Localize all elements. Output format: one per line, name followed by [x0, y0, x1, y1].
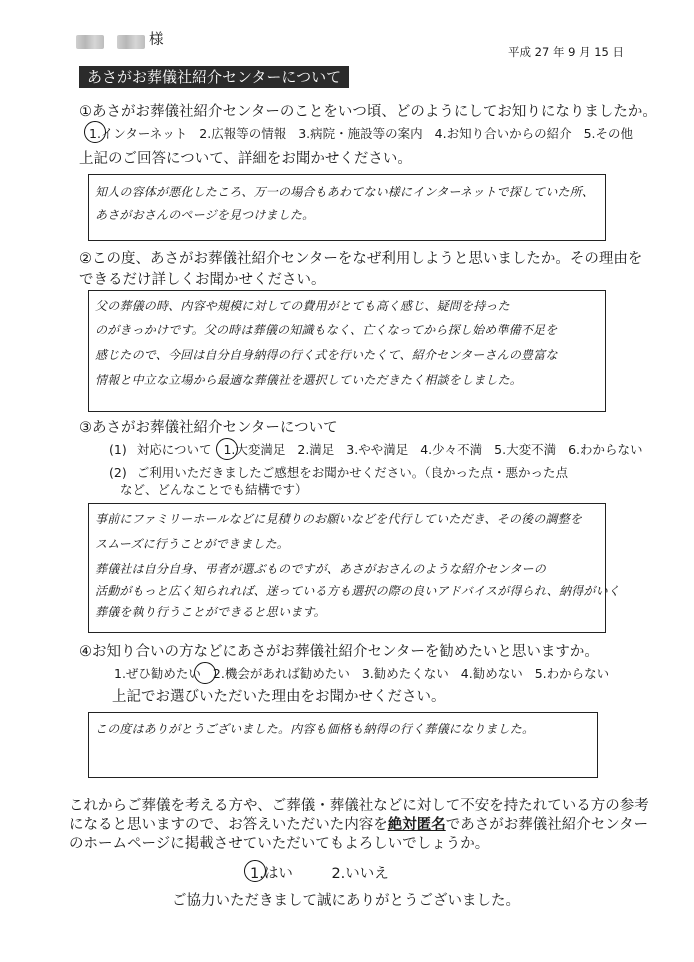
q1-question: ①あさがお葬儀社紹介センターのことをいつ頃、どのようにしてお知りになりましたか。	[79, 104, 657, 120]
closing-line2	[69, 816, 648, 834]
q1-option-1[interactable]: 1.インターネット	[89, 126, 188, 141]
q1-answer-box[interactable]	[88, 174, 606, 241]
q4-option-2[interactable]: 2.機会があれば勧めたい	[212, 666, 350, 681]
q2-question-line1: ②この度、あさがお葬儀社紹介センターをなぜ利用しようと思いましたか。その理由を	[79, 251, 643, 267]
q4-answer-box[interactable]	[88, 712, 598, 778]
q3-sub1-label: (1)	[109, 442, 127, 457]
q4-question: ④お知り合いの方などにあさがお葬儀社紹介センターを勧めたいと思いますか。	[79, 644, 599, 660]
q3-option-6[interactable]: 6.わからない	[568, 442, 643, 457]
q3-selected-circle	[216, 438, 238, 460]
q1-option-4[interactable]: 4.お知り合いからの紹介	[434, 126, 572, 141]
q4-selected-circle	[194, 662, 216, 684]
q2-answer-line: のがきっかけです。父の時は葬儀の知識もなく、亡くなってから探し始め準備不足を	[95, 323, 558, 337]
q3-sub2-label: (2)	[109, 465, 127, 480]
q1-selected-circle	[84, 121, 106, 143]
q3-answer-box[interactable]	[88, 503, 620, 633]
q4-option-5[interactable]: 5.わからない	[534, 666, 610, 681]
redaction-block	[76, 35, 104, 49]
q1-option-3[interactable]: 3.病院・施設等の案内	[298, 126, 423, 141]
closing-line3: のホームページに掲載させていただいてもよろしいでしょうか。	[69, 836, 490, 852]
q3-option-5[interactable]: 5.大変不満	[494, 442, 557, 457]
form-date: 平成 27 年 9 月 15 日	[508, 45, 625, 59]
q3-sub1-text: 対応について	[136, 442, 212, 457]
q3-option-1[interactable]: 1.大変満足	[223, 442, 286, 457]
consent-option-no[interactable]: 2.いいえ	[331, 866, 389, 882]
closing-line2-post: であさがお葬儀社紹介センター	[445, 817, 649, 833]
recipient-suffix: 様	[149, 32, 164, 48]
q3-option-2[interactable]: 2.満足	[297, 442, 335, 457]
q3-sub1	[109, 442, 643, 458]
q1-option-5[interactable]: 5.その他	[583, 126, 633, 141]
q4-option-3[interactable]: 3.勧めたくない	[361, 666, 449, 681]
q3-answer-line: 事前にファミリーホールなどに見積りのお願いなどを代行していただき、その後の調整を	[95, 512, 583, 526]
q3-sub2-line1: ご利用いただきましたご感想をお聞かせください。（良かった点・悪かった点	[136, 465, 568, 480]
closing-line1: これからご葬儀を考える方や、ご葬儀・葬儀社などに対して不安を持たれている方の参考	[69, 798, 649, 814]
consent-selected-circle	[244, 860, 266, 882]
q3-answer-line: 葬儀を執り行うことができると思います。	[95, 605, 326, 619]
q3-option-4[interactable]: 4.少々不満	[420, 442, 483, 457]
q2-answer-line: 父の葬儀の時、内容や規模に対しての費用がとても高く感じ、疑問を持った	[95, 299, 510, 313]
q3-answer-line: 葬儀社は自分自身、弔者が選ぶものですが、あさがおさんのような紹介センターの	[95, 562, 546, 576]
q2-answer-box[interactable]	[88, 290, 606, 412]
closing-line2-pre: になると思いますので、お答えいただいた内容を	[69, 817, 388, 833]
q3-answer-line: 活動がもっと広く知られれば、迷っている方も選択の際の良いアドバイスが得られ、納得がいく	[95, 584, 620, 598]
anonymous-emphasis: 絶対匿名	[387, 817, 446, 833]
q2-question-line2: できるだけ詳しくお聞かせください。	[79, 272, 326, 288]
q1-answer-line: あさがおさんのページを見つけました。	[95, 208, 315, 222]
q1-detail-prompt: 上記のご回答について、詳細をお聞かせください。	[79, 151, 412, 167]
q3-option-3[interactable]: 3.やや満足	[346, 442, 409, 457]
q3-sub2	[109, 465, 568, 481]
redaction-block	[117, 35, 145, 49]
q4-detail-prompt: 上記でお選びいただいた理由をお聞かせください。	[112, 689, 446, 705]
q4-options	[114, 666, 609, 682]
q4-option-1[interactable]: 1.ぜひ勧めたい	[114, 666, 201, 681]
q4-option-4[interactable]: 4.勧めない	[460, 666, 523, 681]
q4-answer-line: この度はありがとうございました。内容も価格も納得の行く葬儀になりました。	[95, 722, 535, 736]
page-title: あさがお葬儀社紹介センターについて	[79, 66, 349, 88]
consent-option-yes[interactable]: 1.はい	[250, 866, 293, 882]
q1-options	[89, 126, 633, 142]
q2-answer-line: 情報と中立な立場から最適な葬儀社を選択していただきたく相談をしました。	[95, 373, 523, 387]
q2-answer-line: 感じたので、今回は自分自身納得の行く式を行いたくて、紹介センターさんの豊富な	[95, 348, 558, 362]
q3-answer-line: スムーズに行うことができました。	[95, 537, 290, 551]
q1-option-2[interactable]: 2.広報等の情報	[199, 126, 287, 141]
recipient-name-redacted	[76, 34, 145, 53]
consent-options	[250, 865, 389, 883]
thanks-message: ご協力いただきまして誠にありがとうございました。	[172, 893, 520, 909]
q1-answer-line: 知人の容体が悪化したころ、万一の場合もあわてない様にインターネットで探していた所、	[95, 185, 595, 199]
q3-sub2-line2: など、どんなことでも結構です）	[120, 482, 308, 497]
q3-heading: ③あさがお葬儀社紹介センターについて	[79, 420, 338, 436]
